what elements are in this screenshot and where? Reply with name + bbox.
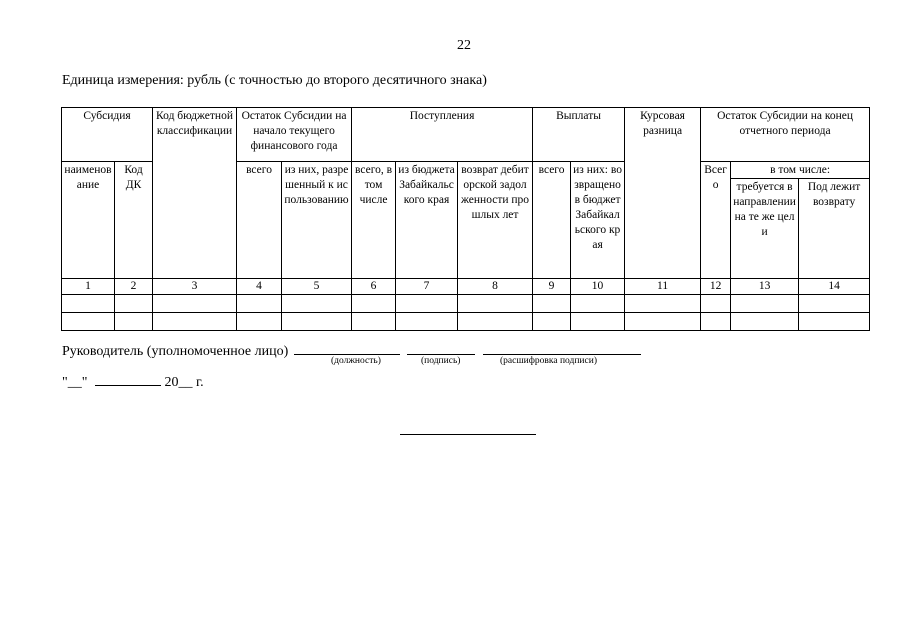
date-year-field[interactable]: __ (178, 375, 193, 390)
table-cell (458, 313, 533, 331)
table-cell (282, 313, 352, 331)
col-name: наименование (62, 162, 115, 279)
date-quote-close: " (81, 375, 88, 390)
signature-decode-field[interactable] (483, 340, 641, 355)
caption-signature: (подпись) (421, 356, 461, 366)
table-cell (799, 313, 870, 331)
col-start-allowed: из них, разрешенный к использованию (282, 162, 352, 279)
col-receipts-regional: из бюджета Забайкальского края (396, 162, 458, 279)
col-number: 2 (115, 279, 153, 295)
col-end-needed: требуется в направлении на те же цели (731, 179, 799, 279)
col-end-refund: Под лежит возврату (799, 179, 870, 279)
table-cell (282, 295, 352, 313)
column-number-row (62, 279, 870, 295)
date-line (62, 371, 204, 391)
date-quote-open: " (62, 375, 68, 390)
table-cell (799, 295, 870, 313)
col-number: 4 (237, 279, 282, 295)
table-cell (625, 295, 701, 313)
table-cell (625, 313, 701, 331)
col-dk-code: Код ДК (115, 162, 153, 279)
units-note: Единица измерения: рубль (с точностью до второго десятичного знака) (62, 73, 487, 88)
table-cell (701, 295, 731, 313)
position-field[interactable] (294, 340, 400, 355)
table-cell (396, 295, 458, 313)
page-number: 22 (457, 38, 471, 53)
header-subsidy: Субсидия (62, 108, 153, 162)
col-end-total: Всего (701, 162, 731, 279)
table-cell (237, 295, 282, 313)
col-number: 5 (282, 279, 352, 295)
table-cell (731, 295, 799, 313)
table-row (62, 295, 870, 313)
table-cell (731, 313, 799, 331)
caption-decode: (расшифровка подписи) (500, 356, 597, 366)
table-cell (153, 313, 237, 331)
table-cell (352, 313, 396, 331)
table-cell (115, 313, 153, 331)
table-cell (458, 295, 533, 313)
date-month-field[interactable] (95, 371, 161, 386)
table-cell (62, 313, 115, 331)
col-number: 13 (731, 279, 799, 295)
table-cell (533, 295, 571, 313)
table-cell (352, 295, 396, 313)
col-number: 1 (62, 279, 115, 295)
col-receipts-total: всего, в том числе (352, 162, 396, 279)
signer-label: Руководитель (уполномоченное лицо) (62, 344, 289, 359)
col-number: 14 (799, 279, 870, 295)
table-cell (533, 313, 571, 331)
table-cell (115, 295, 153, 313)
table-cell (571, 295, 625, 313)
col-number: 7 (396, 279, 458, 295)
col-payments-returned: из них: возвращено в бюджет Забайкальского края (571, 162, 625, 279)
table-cell (571, 313, 625, 331)
header-exchange-difference: Курсовая разница (625, 108, 701, 279)
caption-position: (должность) (331, 356, 381, 366)
col-number: 10 (571, 279, 625, 295)
header-budget-code: Код бюджетной классификации (153, 108, 237, 279)
table-cell (396, 313, 458, 331)
signature-field[interactable] (407, 340, 475, 355)
date-year-prefix: 20 (164, 375, 179, 390)
table-cell (701, 313, 731, 331)
header-payments: Выплаты (533, 108, 625, 162)
date-day-field[interactable]: __ (67, 375, 82, 390)
date-suffix: г. (195, 375, 204, 390)
table-cell (237, 313, 282, 331)
col-number: 8 (458, 279, 533, 295)
header-receipts: Поступления (352, 108, 533, 162)
col-number: 11 (625, 279, 701, 295)
table-cell (62, 295, 115, 313)
header-end-balance: Остаток Субсидии на конец отчетного периода (701, 108, 870, 162)
col-number: 9 (533, 279, 571, 295)
col-payments-total: всего (533, 162, 571, 279)
col-number: 12 (701, 279, 731, 295)
end-separator-rule (400, 434, 536, 435)
table-row (62, 313, 870, 331)
col-end-including: в том числе: (731, 162, 870, 179)
col-receipts-receivables: возврат дебиторской задолженности прошлых лет (458, 162, 533, 279)
col-start-total: всего (237, 162, 282, 279)
col-number: 3 (153, 279, 237, 295)
col-number: 6 (352, 279, 396, 295)
table-cell (153, 295, 237, 313)
header-start-balance: Остаток Субсидии на начало текущего финансового года (237, 108, 352, 162)
subsidy-report-table (61, 107, 870, 331)
